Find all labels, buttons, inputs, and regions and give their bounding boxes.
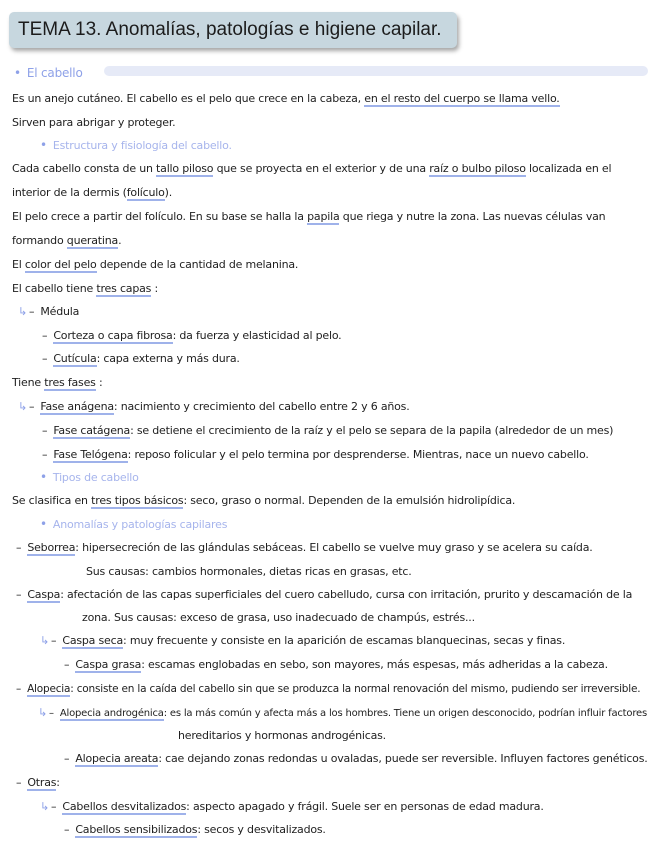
- text: : seco, graso o normal. Dependen de la emulsión hidrolipídica.: [183, 494, 516, 507]
- text: Sirven para abrigar y proteger.: [12, 116, 176, 129]
- text: formando: [12, 234, 64, 247]
- text-line: [12, 376, 103, 390]
- subheading: [40, 470, 139, 485]
- underlined-text: queratina: [66, 234, 119, 247]
- arrow-icon: ↳: [18, 400, 28, 413]
- text-line: [12, 494, 515, 508]
- text: : hipersecreción de las glándulas sebáceas. El cabello se vuelve muy graso y se acelera su caída.: [75, 541, 593, 554]
- text: : aspecto apagado y frágil. Suele ser en personas de edad madura.: [186, 800, 544, 813]
- text: Cada cabello consta de un: [12, 162, 153, 175]
- subheading: [40, 517, 227, 532]
- underlined-text: Seborrea: [27, 541, 76, 554]
- dash: –: [16, 541, 22, 554]
- list-item: [14, 588, 632, 602]
- list-item: [62, 752, 648, 766]
- text: :: [98, 376, 103, 389]
- list-item: [40, 329, 341, 343]
- text: El: [12, 258, 22, 271]
- bullet-icon: •: [40, 517, 47, 531]
- text: : muy frecuente y consiste en la aparición de escamas blanquecinas, secas y finas.: [123, 634, 566, 647]
- dash: –: [42, 448, 48, 461]
- underlined-text: Caspa seca: [62, 634, 124, 647]
- text: Médula: [40, 305, 80, 318]
- text: : afectación de las capas superficiales del cuero cabelludo, cursa con irritación, prurito y descamación de la: [60, 588, 633, 601]
- text: que se proyecta en el exterior y de una: [216, 162, 426, 175]
- text-line: [12, 186, 172, 200]
- text: que riega y nutre la zona. Las nuevas células van: [342, 210, 606, 223]
- dash: –: [16, 588, 22, 601]
- list-item: [14, 776, 60, 790]
- underlined-text: Alopecia: [27, 683, 71, 695]
- underlined-text: Corteza o capa fibrosa: [53, 329, 173, 342]
- page-title-text: TEMA 13. Anomalías, patologías e higiene capilar.: [18, 19, 442, 40]
- text: localizada en el: [529, 162, 612, 175]
- underlined-text: Otras: [27, 776, 57, 789]
- list-item: [14, 541, 593, 555]
- underlined-text: papila: [307, 210, 340, 223]
- text: hereditarios y hormonas androgénicas.: [178, 729, 386, 742]
- list-item: [40, 634, 565, 648]
- text: El pelo crece a partir del folículo. En su base se halla la: [12, 210, 304, 223]
- text-line: [12, 92, 560, 106]
- dash: –: [29, 400, 35, 413]
- list-item: [62, 658, 608, 672]
- text: depende de la cantidad de melanina.: [99, 258, 299, 271]
- text-line: [12, 210, 605, 224]
- underlined-text: Cabellos desvitalizados: [62, 800, 187, 813]
- text: : nacimiento y crecimiento del cabello entre 2 y 6 años.: [113, 400, 410, 413]
- arrow-icon: ↳: [40, 800, 50, 813]
- dash: –: [42, 329, 48, 342]
- text: zona. Sus causas: exceso de grasa, uso inadecuado de champús, estrés...: [82, 611, 475, 624]
- text-line: [12, 162, 611, 176]
- underlined-text: tres tipos básicos: [91, 494, 184, 507]
- dash: –: [64, 752, 70, 765]
- dash: –: [64, 658, 70, 671]
- text: : capa externa y más dura.: [96, 352, 240, 365]
- text: : da fuerza y elasticidad al pelo.: [172, 329, 342, 342]
- underlined-text: color del pelo: [24, 258, 97, 271]
- dash: –: [16, 776, 22, 789]
- bullet-icon: •: [40, 138, 47, 152]
- section-title: El cabello: [26, 66, 83, 80]
- underlined-text: tres fases: [44, 376, 96, 389]
- underlined-text: tres capas: [96, 282, 152, 295]
- subheading: [40, 138, 232, 153]
- text: :: [154, 282, 159, 295]
- dash: –: [49, 708, 54, 719]
- subheading-text: Tipos de cabello: [52, 471, 139, 484]
- text: interior de la dermis (: [12, 186, 127, 199]
- list-item: [18, 305, 79, 319]
- underlined-text: Caspa: [27, 588, 61, 601]
- bullet-icon: •: [14, 66, 21, 80]
- dash: –: [16, 683, 22, 695]
- list-item: [62, 823, 326, 837]
- text-line: [82, 611, 475, 625]
- text: .: [118, 234, 122, 247]
- text: : cae dejando zonas redondas u ovaladas, puede ser reversible. Influyen factores genéticos.: [158, 752, 648, 765]
- list-item: [40, 352, 240, 366]
- underlined-text: folículo: [126, 186, 165, 199]
- dash: –: [42, 352, 48, 365]
- text: : se detiene el crecimiento de la raíz y el pelo se separa de la papila (alrededor de un mes): [130, 424, 614, 437]
- underlined-text: Cutícula: [53, 352, 97, 365]
- underlined-text: tallo piloso: [156, 162, 214, 175]
- section-highlight-bar: [104, 66, 648, 76]
- underlined-text: Cabellos sensibilizados: [75, 823, 198, 836]
- underlined-text: Fase Telógena: [53, 448, 128, 461]
- dash: –: [51, 634, 57, 647]
- subheading-text: Anomalías y patologías capilares: [52, 518, 228, 531]
- subheading-text: Estructura y fisiología del cabello.: [52, 139, 232, 152]
- text: Es un anejo cutáneo. El cabello es el pelo que crece en la cabeza,: [12, 92, 361, 105]
- list-item: [14, 682, 640, 696]
- text: : es la más común y afecta más a los hombres. Tiene un origen desconocido, podrían influir factores: [163, 708, 647, 719]
- list-item: [18, 400, 410, 414]
- text-line: [86, 565, 412, 579]
- text: Sus causas: cambios hormonales, dietas ricas en grasas, etc.: [86, 565, 412, 578]
- text: Tiene: [12, 376, 41, 389]
- text: : escamas englobadas en sebo, son mayores, más espesas, más adheridas a la cabeza.: [141, 658, 608, 671]
- dash: –: [64, 823, 70, 836]
- dash: –: [51, 800, 57, 813]
- underlined-text: raíz o bulbo piloso: [429, 162, 526, 175]
- text-line: [12, 116, 175, 130]
- text-line: [12, 282, 158, 296]
- text: ).: [164, 186, 173, 199]
- list-item: [40, 800, 544, 814]
- text-line: [178, 729, 386, 743]
- text-line: [12, 234, 121, 248]
- text: El cabello tiene: [12, 282, 94, 295]
- text-line: [12, 258, 298, 272]
- arrow-icon: ↳: [18, 305, 28, 318]
- page-title: [9, 12, 457, 48]
- text: : secos y desvitalizados.: [197, 823, 326, 836]
- list-item: [40, 424, 613, 438]
- text: :: [56, 776, 60, 789]
- bullet-icon: •: [40, 470, 47, 484]
- list-item: [40, 448, 589, 462]
- section-heading: [14, 66, 83, 80]
- text: : reposo folicular y el pelo termina por desprenderse. Mientras, nace un nuevo cabello.: [127, 448, 589, 461]
- underlined-text: en el resto del cuerpo se llama vello.: [364, 92, 560, 105]
- underlined-text: Alopecia areata: [75, 752, 159, 765]
- dash: –: [42, 424, 48, 437]
- arrow-icon: ↳: [40, 634, 50, 647]
- dash: –: [29, 305, 35, 318]
- text: : consiste en la caída del cabello sin que se produzca la normal renovación del mismo, pudiendo ser irreversible.: [70, 683, 641, 695]
- underlined-text: Fase catágena: [53, 424, 131, 437]
- underlined-text: Caspa grasa: [75, 658, 142, 671]
- arrow-icon: ↳: [38, 706, 48, 719]
- text: Se clasifica en: [12, 494, 88, 507]
- underlined-text: Alopecia androgénica: [59, 708, 164, 719]
- list-item: [38, 706, 647, 721]
- underlined-text: Fase anágena: [40, 400, 114, 413]
